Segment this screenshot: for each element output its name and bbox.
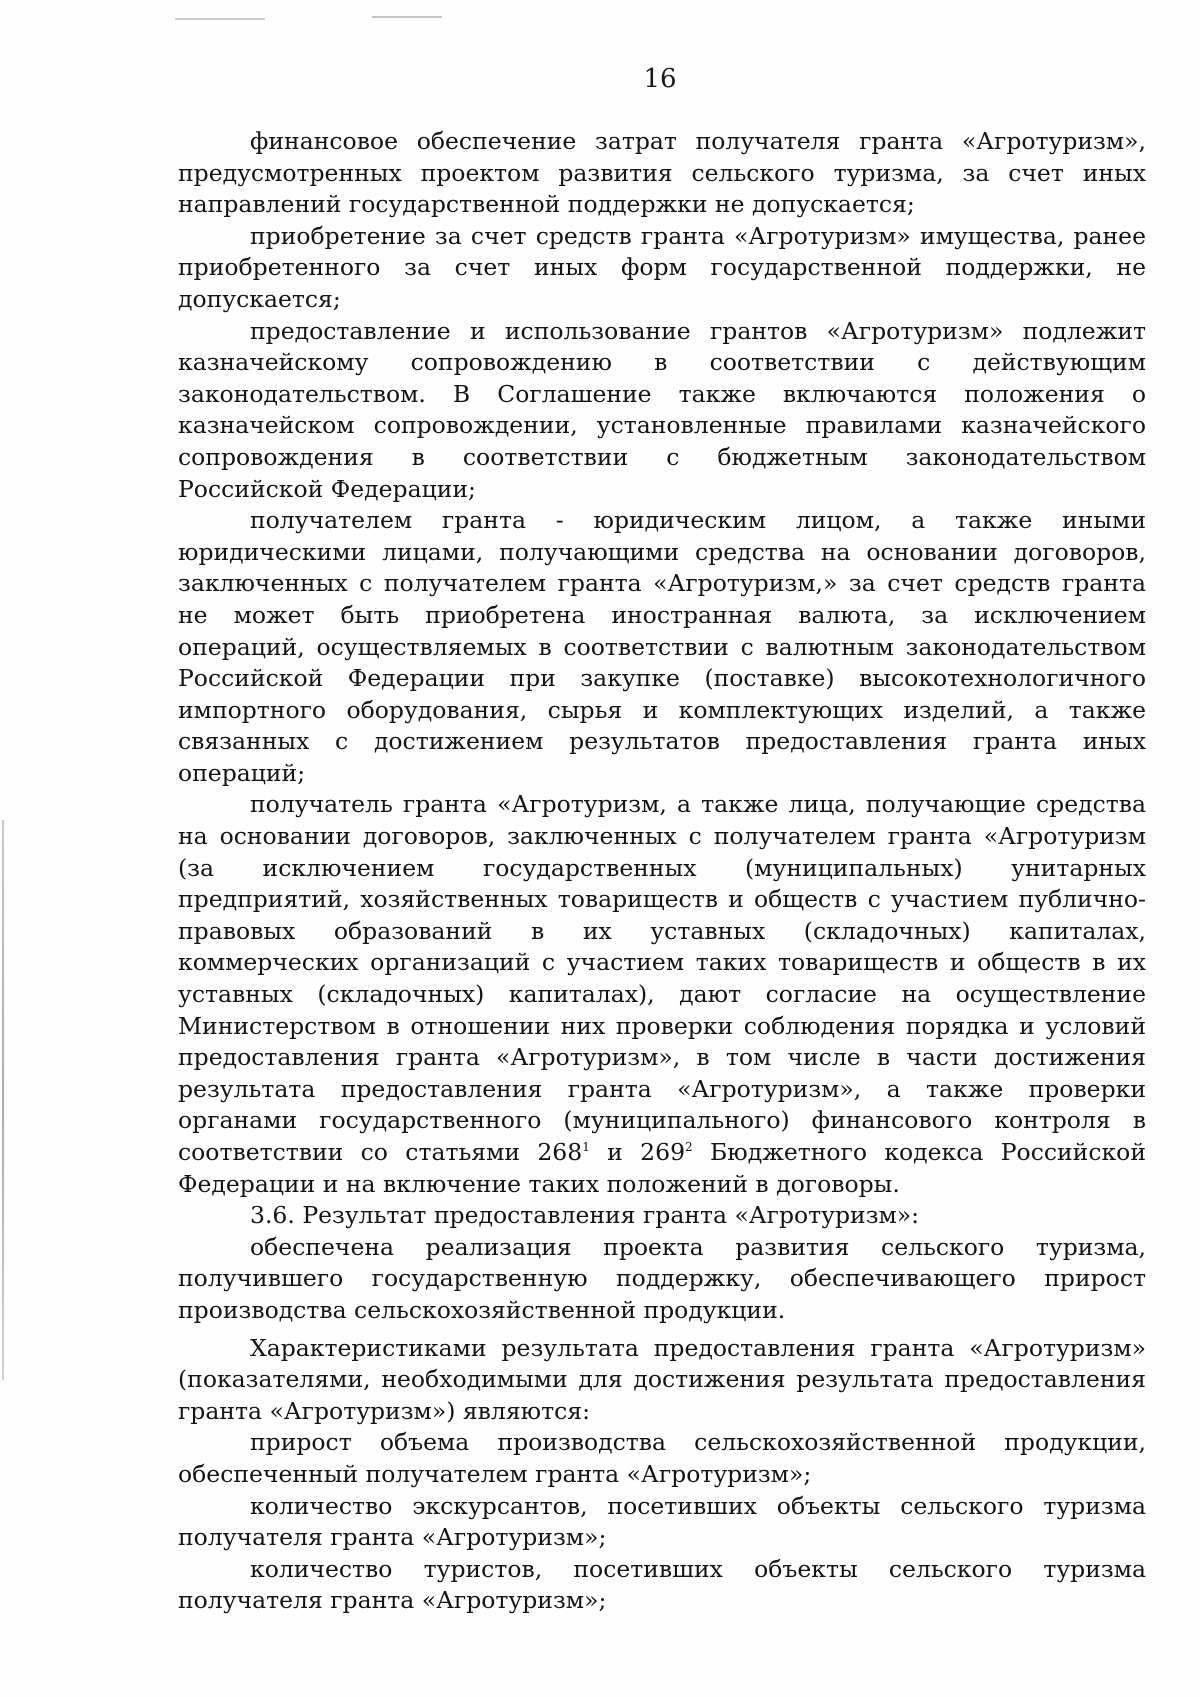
superscript: 1 <box>582 1140 590 1154</box>
paragraph-text: получатель гранта «Агротуризм, а также лица, получающие средства на основании договоров, заключенных с получателем гранта «Агротуризм (за исключением государственных (муниципальных) унитарных предприятий, хозяйственных товариществ и обществ с участием публично-правовых образований в их уставных (складочных) капиталах, коммерческих организаций с участием таких товариществ и обществ в их уставных (складочных) капиталах), дают согласие на осуществление Министерством в отношении них проверки соблюдения порядка и условий предоставления гранта «Агротуризм», в том числе в части достижения результата предоставления гранта «Агротуризм», а также проверки органами государственного (муниципального) финансового контроля в соответствии со статьями 268 <box>178 790 1146 1166</box>
paragraph: предоставление и использование грантов «Агротуризм» подлежит казначейскому сопровождению в соответствии с действующим законодательством. В Соглашение также включаются положения о казначейском сопровождении, установленные правилами казначейского сопровождения в соответствии с бюджетным законодательством Российской Федерации; <box>178 316 1146 503</box>
paragraph: Характеристиками результата предоставления гранта «Агротуризм» (показателями, необходимыми для достижения результата предоставления гранта «Агротуризм») являются: <box>178 1333 1146 1425</box>
paragraph: обеспечена реализация проекта развития сельского туризма, получившего государственную поддержку, обеспечивающего прирост производства сельскохозяйственной продукции. <box>178 1232 1146 1324</box>
paragraph: получателем гранта - юридическим лицом, а также иными юридическими лицами, получающими средства на основании договоров, заключенных с получателем гранта «Агротуризм,» за счет средств гранта не может быть приобретена иностранная валюта, за исключением операций, осуществляемых в соответствии с валютным законодательством Российской Федерации при закупке (поставке) высокотехнологичного импортного оборудования, сырья и комплектующих изделий, а также связанных с достижением результатов предоставления гранта иных операций; <box>178 506 1146 787</box>
paragraph: количество туристов, посетивших объекты сельского туризма получателя гранта «Агротуризм»; <box>178 1554 1146 1615</box>
document-body <box>178 126 1146 1617</box>
page-number: 16 <box>643 64 677 94</box>
paragraph: приобретение за счет средств гранта «Агротуризм» имущества, ранее приобретенного за счет иных форм государственной поддержки, не допускается; <box>178 221 1146 313</box>
scan-edge-artifact <box>2 820 4 1380</box>
paragraph: количество экскурсантов, посетивших объекты сельского туризма получателя гранта «Агротуризм»; <box>178 1491 1146 1552</box>
paragraph: финансовое обеспечение затрат получателя гранта «Агротуризм», предусмотренных проектом развития сельского туризма, за счет иных направлений государственной поддержки не допускается; <box>178 127 1146 219</box>
paragraph: прирост объема производства сельскохозяйственной продукции, обеспеченный получателем гранта «Агротуризм»; <box>178 1428 1146 1488</box>
paragraph-text: и 269 <box>589 1138 686 1166</box>
paragraph-with-article-references <box>178 789 1146 1200</box>
scan-artifact <box>175 18 265 20</box>
superscript: 2 <box>685 1140 693 1154</box>
scan-artifact <box>372 16 442 18</box>
paragraph-text: Бюджетного кодекса Российской Федерации и на включение таких положений в договоры. <box>178 1138 1146 1198</box>
section-heading: 3.6. Результат предоставления гранта «Агротуризм»: <box>250 1201 920 1230</box>
